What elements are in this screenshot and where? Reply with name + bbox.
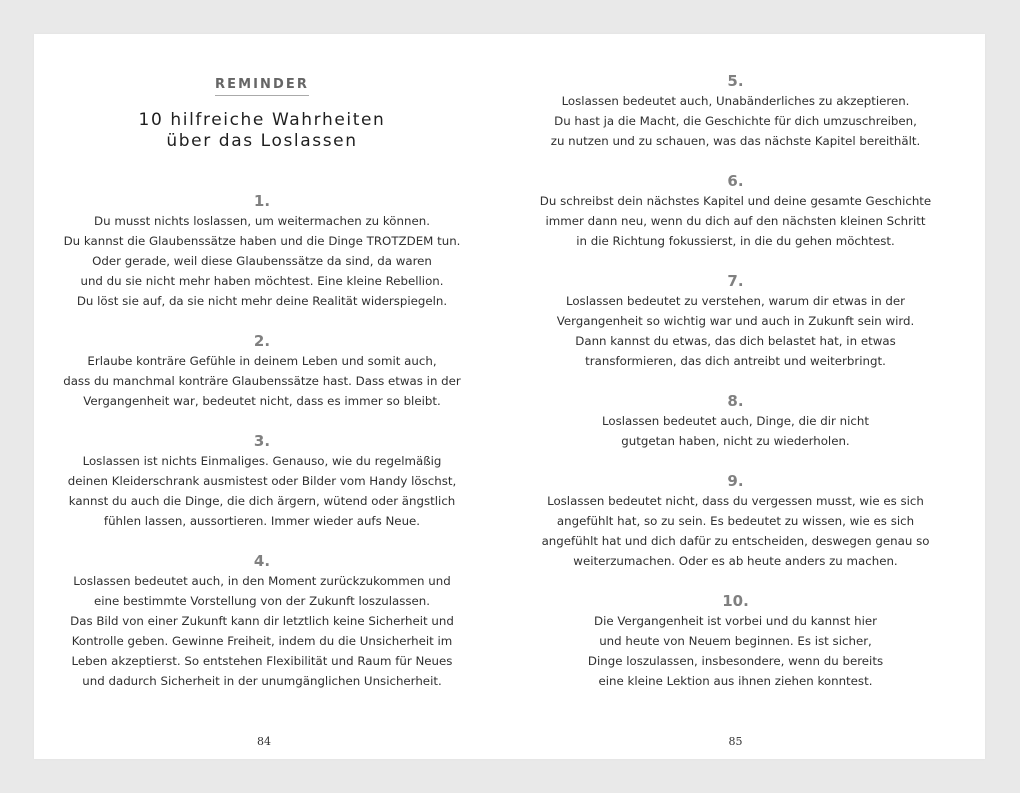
item-number: 9. — [727, 472, 744, 490]
item-number: 8. — [727, 392, 744, 410]
truth-item-6 — [510, 171, 961, 251]
item-text-line: Loslassen bedeutet auch, Dinge, die dir nicht — [602, 414, 869, 428]
item-text-line: deinen Kleiderschrank ausmistest oder Bilder vom Handy löschst, — [67, 474, 457, 488]
item-number: 2. — [253, 332, 271, 350]
item-text-line: und du sie nicht mehr haben möchtest. Eine kleine Rebellion. — [80, 274, 444, 288]
item-text-line: zu nutzen und zu schauen, was das nächste Kapitel bereithält. — [550, 134, 921, 148]
item-text-line: eine kleine Lektion aus ihnen ziehen konntest. — [598, 674, 873, 688]
page-number-right: 85 — [728, 735, 743, 748]
item-text-line: Loslassen bedeutet zu verstehen, warum dir etwas in der — [565, 294, 906, 308]
truth-item-8 — [510, 391, 961, 451]
page-title — [34, 110, 490, 152]
item-text-line: Vergangenheit so wichtig war und auch in Zukunft sein wird. — [556, 314, 915, 328]
item-text-line: Loslassen bedeutet nicht, dass du vergessen musst, wie es sich — [547, 494, 924, 508]
item-number: 6. — [727, 172, 744, 190]
item-number: 4. — [253, 552, 271, 570]
item-text-line: Loslassen ist nichts Einmaliges. Genauso, wie du regelmäßig — [82, 454, 442, 468]
item-text-line: Du hast ja die Macht, die Geschichte für dich umzuschreiben, — [554, 114, 917, 128]
item-text-line: fühlen lassen, aussortieren. Immer wieder aufs Neue. — [103, 514, 421, 528]
item-text-line: und heute von Neuem beginnen. Es ist sicher, — [599, 634, 872, 648]
truth-item-2 — [34, 331, 490, 411]
left-page — [34, 34, 510, 759]
item-text-line: Leben akzeptierst. So entstehen Flexibilität und Raum für Neues — [71, 654, 453, 668]
item-text-line: Erlaube konträre Gefühle in deinem Leben und somit auch, — [87, 354, 437, 368]
item-text-line: immer dann neu, wenn du dich auf den nächsten kleinen Schritt — [545, 214, 926, 228]
item-text-line: angefühlt hat, so zu sein. Es bedeutet zu wissen, wie es sich — [556, 514, 915, 528]
item-text-line: Dann kannst du etwas, das dich belastet hat, in etwas — [575, 334, 896, 348]
item-number: 3. — [253, 432, 271, 450]
item-text-line: angefühlt hat und dich dafür zu entscheiden, deswegen genau so — [541, 534, 930, 548]
item-text-line: Die Vergangenheit ist vorbei und du kannst hier — [594, 614, 877, 628]
item-text-line: Dinge loszulassen, insbesondere, wenn du bereits — [587, 654, 884, 668]
item-text-line: Du kannst die Glaubenssätze haben und die Dinge TROTZDEM tun. — [63, 234, 461, 248]
truth-item-4 — [34, 551, 490, 691]
item-text-line: Loslassen bedeutet auch, Unabänderliches zu akzeptieren. — [561, 94, 910, 108]
item-number: 5. — [727, 72, 744, 90]
item-text-line: Das Bild von einer Zukunft kann dir letztlich keine Sicherheit und — [70, 614, 454, 628]
kicker-label: REMINDER — [215, 77, 309, 96]
title-line-2: über das Loslassen — [166, 131, 358, 151]
item-text-line: weiterzumachen. Oder es ab heute anders zu machen. — [573, 554, 898, 568]
reminder-kicker — [34, 73, 490, 96]
item-number: 10. — [722, 592, 749, 610]
truth-item-1 — [34, 191, 490, 311]
truth-item-10 — [510, 591, 961, 691]
item-text-line: Du löst sie auf, da sie nicht mehr deine Realität widerspiegeln. — [76, 294, 448, 308]
right-page — [510, 34, 985, 759]
item-text-line: Vergangenheit war, bedeutet nicht, dass es immer so bleibt. — [83, 394, 441, 408]
item-text-line: gutgetan haben, nicht zu wiederholen. — [621, 434, 850, 448]
item-text-line: eine bestimmte Vorstellung von der Zukunft loszulassen. — [93, 594, 431, 608]
page-number-left: 84 — [257, 735, 271, 748]
item-number: 1. — [253, 192, 271, 210]
item-text-line: und dadurch Sicherheit in der unumgänglichen Unsicherheit. — [82, 674, 442, 688]
item-text-line: kannst du auch die Dinge, die dich ärgern, wütend oder ängstlich — [68, 494, 456, 508]
book-spread — [34, 34, 985, 759]
item-text-line: dass du manchmal konträre Glaubenssätze hast. Dass etwas in der — [63, 374, 461, 388]
item-text-line: transformieren, das dich antreibt und weiterbringt. — [585, 354, 886, 368]
item-text-line: Kontrolle geben. Gewinne Freiheit, indem du die Unsicherheit im — [71, 634, 453, 648]
item-text-line: Du schreibst dein nächstes Kapitel und deine gesamte Geschichte — [539, 194, 932, 208]
truth-item-5 — [510, 71, 961, 151]
truth-item-9 — [510, 471, 961, 571]
title-line-1: 10 hilfreiche Wahrheiten — [138, 110, 386, 130]
item-text-line: in die Richtung fokussierst, in die du gehen möchtest. — [576, 234, 895, 248]
item-text-line: Du musst nichts loslassen, um weitermachen zu können. — [94, 214, 430, 228]
truth-item-3 — [34, 431, 490, 531]
item-text-line: Oder gerade, weil diese Glaubenssätze da sind, da waren — [92, 254, 432, 268]
truth-item-7 — [510, 271, 961, 371]
item-text-line: Loslassen bedeutet auch, in den Moment zurückzukommen und — [73, 574, 451, 588]
item-number: 7. — [727, 272, 744, 290]
